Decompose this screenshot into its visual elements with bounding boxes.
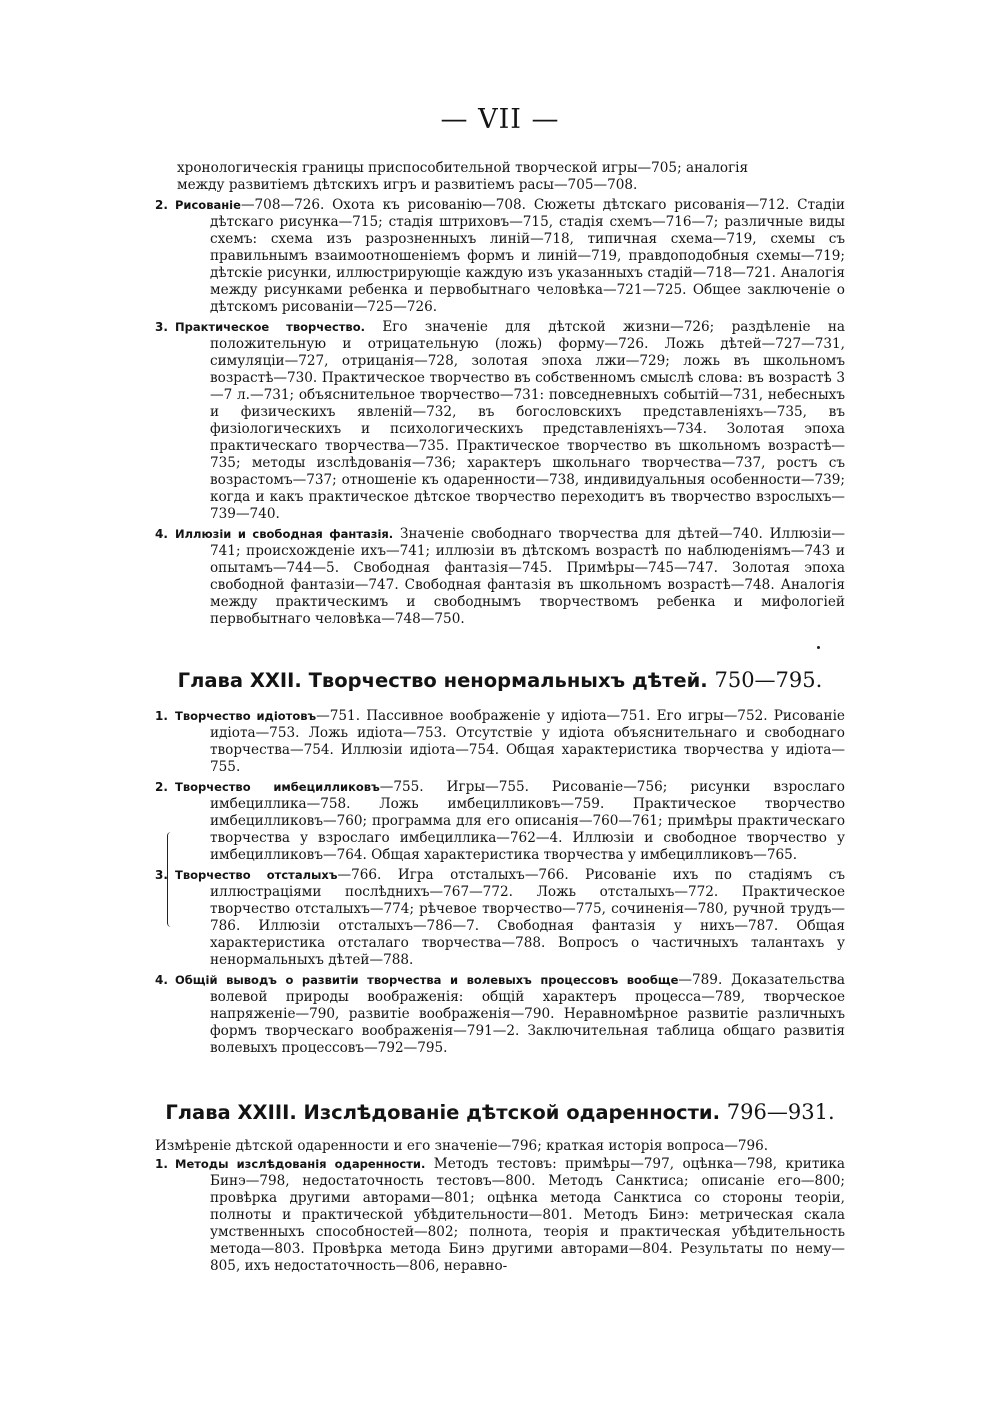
item-number: 3. <box>155 320 168 334</box>
list-item <box>155 867 845 969</box>
intro-line: между развитіемъ дѣтскихъ игръ и развитіемъ расы—705—708. <box>177 177 638 193</box>
item-text: —751. Пассивное воображеніе у идіота—751. Его игры—752. Рисованіе идіота—753. Ложь идіота—753. Отсутствіе у идіота объяснительнаго и свободнаго творчества—754. Иллюзіи идіота—754. Общая характеристика творчества у идіота—755. <box>210 708 845 775</box>
list-item <box>155 972 845 1057</box>
item-heading: Практическое творчество. <box>175 320 365 334</box>
intro-line: хронологическія границы приспособительной творческой игры—705; аналогія <box>177 160 749 176</box>
item-heading: Методы изслѣдованія одаренности. <box>175 1157 426 1171</box>
item-text: Методъ тестовъ: примѣры—797, оцѣнка—798, критика Бинэ—798, недостаточность тестовъ—800. Методъ Санктиса; описаніе его—800; провѣрка другими авторами—801; оцѣнка метода Санктиса со стороны теоріи, полноты и практической убѣдительности—801. Методъ Бинэ: метрическая скала умственныхъ способностей—802; полнота, теорія и практическая убѣдительность метода—803. Провѣрка метода Бинэ другими авторами—804. Результаты по нему—805, ихъ недостаточность—806, неравно- <box>210 1156 845 1274</box>
item-text: —789. Доказательства волевой природы воображенія: общій характеръ процесса—789, творческое напряженіе—790, развитіе воображенія—790. Неравномѣрное развитіе различныхъ формъ творческаго воображенія—791—2. Заключительная таблица общаго развитія волевыхъ процессовъ—792—795. <box>210 972 846 1056</box>
item-heading: Творчество имбецилликовъ <box>175 780 380 794</box>
list-item <box>155 779 845 864</box>
list-item <box>155 708 845 776</box>
stray-dot <box>817 646 820 649</box>
chapter-title: Глава XXIII. Изслѣдованіе дѣтской одаренности. <box>165 1101 720 1124</box>
chapter-pages: 750—795. <box>714 668 823 692</box>
list-item <box>155 1156 845 1275</box>
item-number: 2. <box>155 198 168 212</box>
item-text: Значеніе свободнаго творчества для дѣтей—740. Иллюзіи—741; происхожденіе ихъ—741; иллюзіи въ дѣтскомъ возрастѣ по наблюденіямъ—743 и опытамъ—744—5. Свободная фантазія—745. Примѣры—745—747. Золотая эпоха свободной фантазіи—747. Свободная фантазія въ школьномъ возрастѣ—748. Аналогія между практическимъ и свободнымъ творчествомъ ребенка и мифологіей первобытнаго человѣка—748—750. <box>210 526 846 627</box>
item-text: Его значеніе для дѣтской жизни—726; раздѣленіе на положительную и отрицательную (ложь) форму—726. Ложь дѣтей—727—731, симуляціи—727, отрицанія—728, золотая эпоха лжи—729; ложь въ школьномъ возрастѣ—730. Практическое творчество въ собственномъ смыслѣ слова: въ возрастѣ 3—7 л.—731; объяснительное творчество—731: повседневныхъ событій—731, небесныхъ и физическихъ явленій—732, въ богословскихъ представленіяхъ—735, въ физіологическихъ и психологическихъ представленіяхъ—734. Золотая эпоха практическаго творчества—735. Практическое творчество въ школьномъ возрастѣ—735; методы изслѣдованія—736; характеръ школьнаго творчества—737, ростъ съ возрастомъ—737; отношеніе къ одаренности—738, индивидуальныя особенности—739; когда и какъ практическое дѣтское творчество переходитъ въ творчество взрослыхъ—739—740. <box>210 319 845 522</box>
list-item <box>155 526 845 628</box>
item-text: —708—726. Охота къ рисованію—708. Сюжеты дѣтскаго рисованія—712. Стадіи дѣтскаго рисунка—715; стадія штриховъ—715, стадія схемъ—716—7; различные виды схемъ: схема изъ разрозненныхъ линій—718, типичная схема—719, схемы съ правильнымъ взаимоотношеніемъ формъ и линій—719, правдоподобныя схемы—719; дѣтскіе рисунки, иллюстрирующіе каждую изъ указанныхъ стадій—718—721. Аналогія между рисунками ребенка и первобытнаго человѣка—721—725. Общее заключеніе о дѣтскомъ рисованіи—725—726. <box>210 197 845 315</box>
contents-block-1 <box>155 160 845 628</box>
list-item <box>155 319 845 523</box>
item-number: 4. <box>155 973 168 987</box>
item-heading: Творчество отсталыхъ <box>175 868 338 882</box>
chapter-pages: 796—931. <box>726 1100 835 1124</box>
list-item <box>155 197 845 316</box>
item-heading: Творчество идіотовъ <box>175 709 317 723</box>
item-text: —766. Игра отсталыхъ—766. Рисованіе ихъ по стадіямъ съ иллюстраціями послѣднихъ—767—772. Ложь отсталыхъ—772. Практическое творчество отсталыхъ—774; рѣчевое творчество—775, сочиненія—780, ручной трудъ—786. Иллюзіи отсталыхъ—786—7. Свободная фантазія у нихъ—787. Общая характеристика отсталаго творчества—788. Вопросъ о частичныхъ талантахъ у ненормальныхъ дѣтей—788. <box>210 867 845 968</box>
chapter-title: Глава XXII. Творчество ненормальныхъ дѣтей. <box>177 669 708 692</box>
item-number: 1. <box>155 709 168 723</box>
item-number: 4. <box>155 527 168 541</box>
contents-block-2 <box>155 708 845 1057</box>
item-heading: Общій выводъ о развитіи творчества и волевыхъ процессовъ вообще <box>175 973 679 987</box>
chapter-intro: Измѣреніе дѣтской одаренности и его значеніе—796; краткая исторія вопроса—796. <box>155 1138 769 1154</box>
margin-brace-mark <box>167 832 174 927</box>
chapter-heading <box>0 1100 1000 1124</box>
item-number: 2. <box>155 780 168 794</box>
item-number: 3. <box>155 868 168 882</box>
item-number: 1. <box>155 1157 168 1171</box>
item-text: —755. Игры—755. Рисованіе—756; рисунки взрослаго имбециллика—758. Ложь имбецилликовъ—759. Практическое творчество имбецилликовъ—760; программа для его описанія—760—761; примѣры практическаго творчества у взрослаго имбециллика—762—4. Иллюзіи и свободное творчество у имбецилликовъ—764. Общая характеристика творчества у имбецилликовъ—765. <box>210 779 845 863</box>
page-number: — VII — <box>440 104 560 135</box>
item-heading: Иллюзіи и свободная фантазія. <box>175 527 394 541</box>
item-heading: Рисованіе <box>175 198 241 212</box>
chapter-heading <box>0 668 1000 692</box>
contents-block-3 <box>155 1138 845 1275</box>
intro-paragraph <box>155 160 845 194</box>
